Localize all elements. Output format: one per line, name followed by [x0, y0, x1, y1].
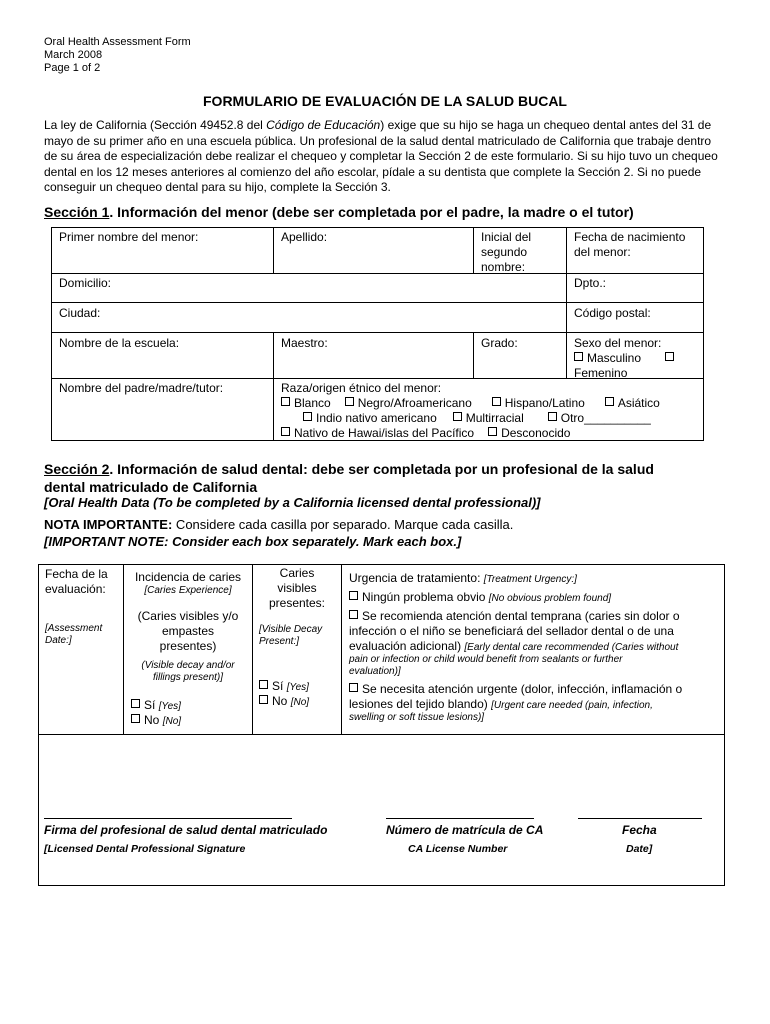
signature-line[interactable] [44, 818, 292, 819]
section1-heading: Sección 1. Información del menor (debe ser completada por el padre, la madre o el tutor) [44, 204, 634, 220]
grade-field[interactable]: Grado: [481, 336, 518, 350]
zip-field[interactable]: Código postal: [574, 306, 651, 320]
urgency-urgent-checkbox[interactable] [349, 683, 358, 692]
urgency-none-checkbox[interactable] [349, 591, 358, 600]
last-name-field[interactable]: Apellido: [281, 230, 328, 244]
middle-initial-field[interactable]: Inicial del segundo nombre: [481, 230, 532, 274]
section2-heading: Sección 2. Información de salud dental: debe ser completada por un profesional de la salud dental matriculado de California [44, 461, 654, 495]
caries-yes-checkbox[interactable] [131, 699, 140, 708]
visible-yes-checkbox[interactable] [259, 680, 268, 689]
intro-paragraph: La ley de California (Sección 49452.8 del Código de Educación) exige que su hijo se haga un chequeo dental antes del 31 de mayo de su primer año en una escuela pública. Un profesional de la salud dental matriculado de California que trabaje dentro de su área de especialización debe realizar el chequeo y completar la Sección 2 de este formulario. Si su hijo tuvo un chequeo dental en los 12 meses anteriores al comienzo del año escolar, pídale a su dentista que complete la Sección 2. Si no puede conseguir un chequeo dental para su hijo, complete la Sección 3. [44, 118, 718, 194]
page-number: Page 1 of 2 [44, 62, 101, 74]
dob-field[interactable]: Fecha de nacimiento del menor: [574, 230, 686, 259]
race-hawaii-checkbox[interactable] [281, 427, 290, 436]
race-black-checkbox[interactable] [345, 397, 354, 406]
date-label: Fecha [622, 823, 657, 837]
caries-experience: Incidencia de caries [Caries Experience] (Caries visibles y/o empastes presentes) (Visible decay and/or fillings present)] [134, 570, 242, 683]
assessment-date-field[interactable]: Fecha de la evaluación: [Assessment Date:] [45, 567, 108, 646]
race-white-checkbox[interactable] [281, 397, 290, 406]
race-multi-checkbox[interactable] [453, 412, 462, 421]
first-name-field[interactable]: Primer nombre del menor: [59, 230, 199, 244]
form-date: March 2008 [44, 49, 103, 61]
license-label-en: CA License Number [408, 843, 508, 855]
form-name: Oral Health Assessment Form [44, 36, 191, 48]
visible-decay-en: [Visible Decay Present:] [259, 624, 323, 647]
apt-field[interactable]: Dpto.: [574, 276, 607, 290]
date-line[interactable] [578, 818, 702, 819]
page-title: FORMULARIO DE EVALUACIÓN DE LA SALUD BUCAL [203, 93, 567, 109]
sex-field: Sexo del menor: Masculino Femenino [574, 336, 702, 381]
school-field[interactable]: Nombre de la escuela: [59, 336, 180, 350]
license-line[interactable] [386, 818, 534, 819]
race-native-checkbox[interactable] [303, 412, 312, 421]
parent-name-field[interactable]: Nombre del padre/madre/tutor: [59, 381, 224, 395]
caries-no-checkbox[interactable] [131, 714, 140, 723]
signature-label: Firma del profesional de salud dental matriculado [44, 823, 328, 837]
visible-no-checkbox[interactable] [259, 695, 268, 704]
treatment-urgency: Urgencia de tratamiento: [Treatment Urgency:] Ningún problema obvio [No obvious problem found] Se recomienda atención dental temprana (caries sin dolor o infección o el niño se beneficiará del sellador dental o de una evaluación adicional) [Early dental care recommended (Caries without pain or infection or child would benefit from sealants or further evaluation)] Se necesita atención urgente (dolor, infección, inflamación o lesiones del tejido blando) [Urgent care needed (pain, infection, swelling or soft tissue lesions)] [349, 571, 683, 723]
city-field[interactable]: Ciudad: [59, 306, 101, 320]
race-asian-checkbox[interactable] [605, 397, 614, 406]
race-hispanic-checkbox[interactable] [492, 397, 501, 406]
license-label: Número de matrícula de CA [386, 823, 544, 837]
male-checkbox[interactable] [574, 352, 583, 361]
female-checkbox[interactable] [665, 352, 674, 361]
teacher-field[interactable]: Maestro: [281, 336, 328, 350]
address-field[interactable]: Domicilio: [59, 276, 112, 290]
urgency-early-checkbox[interactable] [349, 610, 358, 619]
date-label-en: Date] [626, 843, 653, 855]
form-header [44, 36, 191, 75]
visible-decay: Caries visibles presentes: [268, 566, 326, 610]
race-other-checkbox[interactable] [548, 412, 557, 421]
visible-decay-options: Sí [Yes] No [No] [259, 679, 309, 709]
section2-subheading: [Oral Health Data (To be completed by a California licensed dental professional)] [44, 495, 541, 510]
race-unknown-checkbox[interactable] [488, 427, 497, 436]
race-field: Raza/origen étnico del menor: Blanco Negro/Afroamericano Hispano/Latino Asiático Indio nativo americano Multirracial Otro__________ Nativo de Hawai/islas del Pacífico Desconocido [281, 381, 660, 440]
important-note-en: [IMPORTANT NOTE: Consider each box separately. Mark each box.] [44, 534, 462, 549]
important-note: NOTA IMPORTANTE: Considere cada casilla por separado. Marque cada casilla. [44, 517, 514, 532]
signature-label-en: [Licensed Dental Professional Signature [44, 843, 246, 855]
caries-options: Sí [Yes] No [No] [131, 698, 181, 728]
